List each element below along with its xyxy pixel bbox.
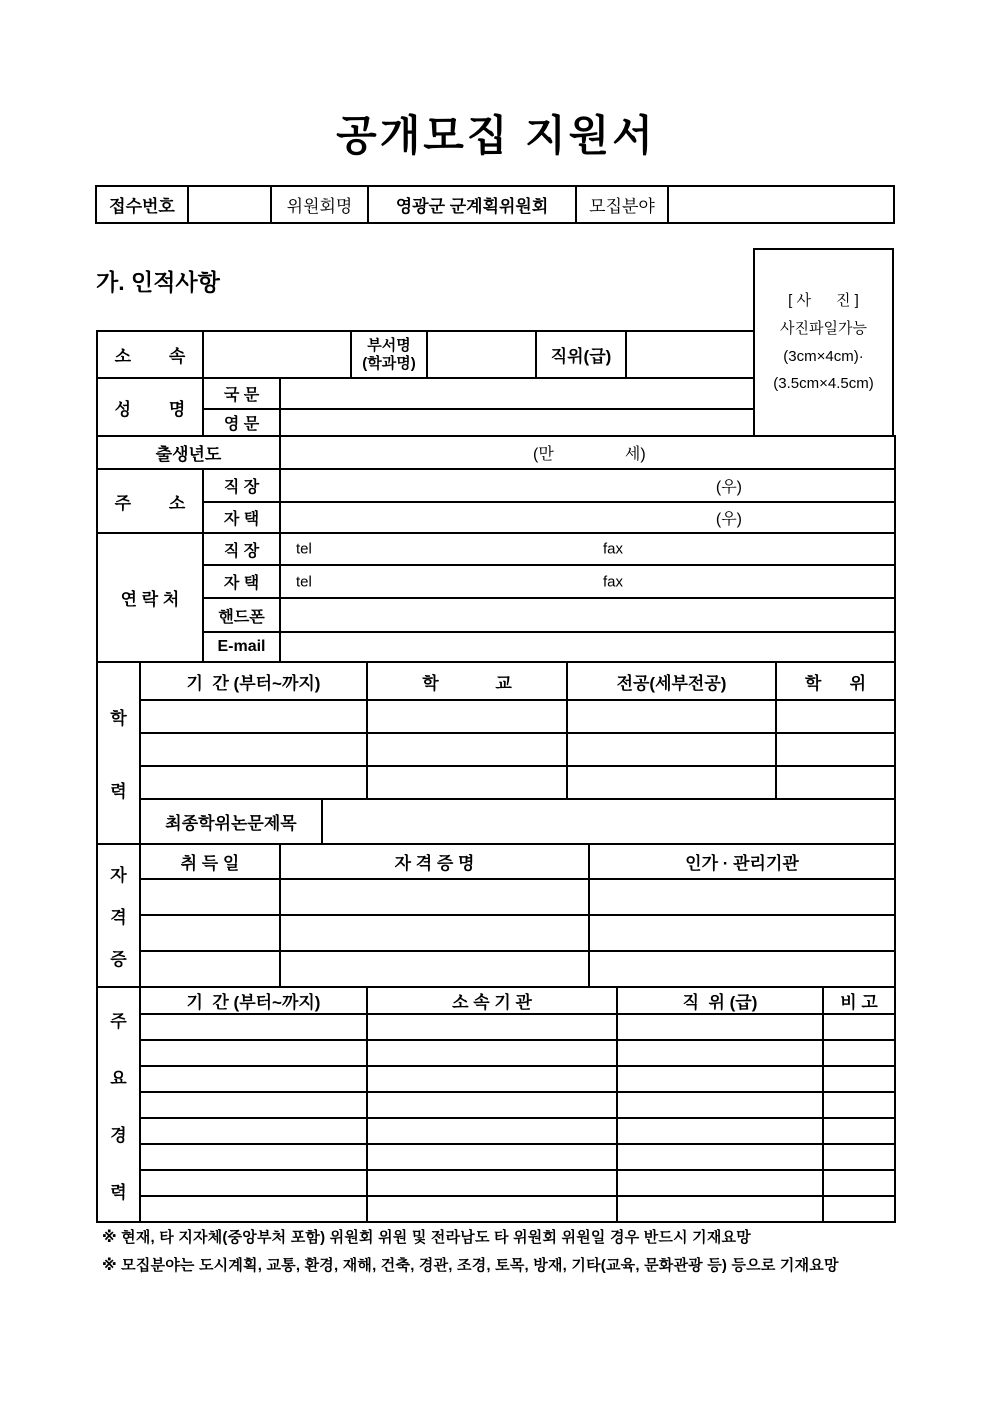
english-name-value-cell bbox=[280, 409, 756, 436]
certificate-org-header: 인가 · 관리기관 bbox=[589, 844, 895, 879]
mobile-row bbox=[97, 598, 895, 632]
tel-label: tel bbox=[296, 540, 312, 558]
certificate-date-cell bbox=[140, 879, 280, 915]
education-period-cell bbox=[140, 733, 367, 766]
career-note-cell bbox=[823, 1118, 895, 1144]
contact-work-value-cell bbox=[280, 533, 895, 565]
education-row bbox=[97, 766, 895, 799]
photo-file-hint: 사진파일가능 bbox=[780, 319, 867, 337]
education-degree-cell bbox=[776, 700, 895, 733]
contact-work-row bbox=[97, 533, 895, 565]
education-table bbox=[96, 661, 896, 845]
career-position-cell bbox=[617, 1014, 823, 1040]
career-note-cell bbox=[823, 1170, 895, 1196]
recruit-field-label: 모집분야 bbox=[576, 186, 668, 223]
certificate-date-cell bbox=[140, 915, 280, 951]
footer-notes bbox=[102, 1230, 962, 1286]
career-row bbox=[97, 1144, 895, 1170]
address-work-value-cell: (우) bbox=[280, 469, 895, 502]
certificate-org-cell bbox=[589, 951, 895, 987]
education-school-header: 학 교 bbox=[367, 662, 567, 700]
career-row bbox=[97, 1040, 895, 1066]
career-period-cell bbox=[140, 1144, 367, 1170]
career-org-cell bbox=[367, 1014, 617, 1040]
thesis-label: 최종학위논문제목 bbox=[140, 799, 322, 844]
address-home-value-cell: (우) bbox=[280, 502, 895, 533]
career-org-cell bbox=[367, 1170, 617, 1196]
career-note-header: 비 고 bbox=[823, 987, 895, 1014]
header-info-table bbox=[95, 185, 895, 224]
certificate-table bbox=[96, 843, 896, 988]
photo-size-hint-2: (3.5cm×4.5cm) bbox=[773, 375, 874, 393]
certificate-name-cell bbox=[280, 879, 589, 915]
education-school-cell bbox=[367, 700, 567, 733]
contact-home-value-cell bbox=[280, 565, 895, 598]
career-position-cell bbox=[617, 1092, 823, 1118]
label-char: 격 bbox=[110, 908, 127, 927]
mobile-value-cell bbox=[280, 598, 895, 632]
certificate-name-cell bbox=[280, 951, 589, 987]
education-period-header: 기 간 (부터~까지) bbox=[140, 662, 367, 700]
education-major-header: 전공(세부전공) bbox=[567, 662, 776, 700]
photo-size-hint-1: (3cm×4cm)· bbox=[783, 347, 864, 365]
career-period-header: 기 간 (부터~까지) bbox=[140, 987, 367, 1014]
label-char: 주 bbox=[110, 1011, 127, 1031]
page-title: 공개모집 지원서 bbox=[336, 112, 656, 159]
committee-name-label: 위원회명 bbox=[271, 186, 368, 223]
education-period-cell bbox=[140, 766, 367, 799]
career-row bbox=[97, 1092, 895, 1118]
certificate-org-cell bbox=[589, 879, 895, 915]
career-org-cell bbox=[367, 1196, 617, 1222]
korean-name-value-cell bbox=[280, 378, 756, 409]
certificate-row bbox=[97, 915, 895, 951]
address-label: 주 소 bbox=[97, 469, 203, 533]
career-position-cell bbox=[617, 1170, 823, 1196]
career-period-cell bbox=[140, 1040, 367, 1066]
fax-label: fax bbox=[603, 573, 624, 590]
career-period-cell bbox=[140, 1066, 367, 1092]
photo-placeholder-box bbox=[753, 248, 894, 437]
certificate-row bbox=[97, 879, 895, 915]
certificate-row bbox=[97, 951, 895, 987]
education-period-cell bbox=[140, 700, 367, 733]
career-period-cell bbox=[140, 1092, 367, 1118]
certificate-name-cell bbox=[280, 915, 589, 951]
committee-name-value: 영광군 군계획위원회 bbox=[368, 186, 576, 223]
education-major-cell bbox=[567, 700, 776, 733]
career-org-cell bbox=[367, 1092, 617, 1118]
receipt-no-value-cell bbox=[188, 186, 271, 223]
thesis-value-cell bbox=[322, 799, 895, 844]
label-char: 력 bbox=[110, 782, 127, 801]
career-note-cell bbox=[823, 1144, 895, 1170]
career-row bbox=[97, 1118, 895, 1144]
career-row bbox=[97, 1196, 895, 1222]
address-home-row bbox=[97, 502, 895, 533]
label-char: 경 bbox=[110, 1125, 127, 1145]
career-position-cell bbox=[617, 1196, 823, 1222]
career-note-cell bbox=[823, 1066, 895, 1092]
career-vertical-label bbox=[97, 987, 140, 1222]
career-row bbox=[97, 1066, 895, 1092]
dept-label-line2: (학과명) bbox=[362, 354, 416, 372]
education-row bbox=[97, 733, 895, 766]
contact-home-label: 자 택 bbox=[203, 565, 280, 598]
career-note-cell bbox=[823, 1092, 895, 1118]
mobile-label: 핸드폰 bbox=[203, 598, 280, 632]
career-position-cell bbox=[617, 1066, 823, 1092]
birth-year-row bbox=[97, 436, 895, 469]
education-school-cell bbox=[367, 766, 567, 799]
address-work-label: 직 장 bbox=[203, 469, 280, 502]
education-major-cell bbox=[567, 733, 776, 766]
career-position-cell bbox=[617, 1040, 823, 1066]
career-period-cell bbox=[140, 1014, 367, 1040]
career-note-cell bbox=[823, 1196, 895, 1222]
contact-home-row bbox=[97, 565, 895, 598]
dept-label bbox=[351, 331, 427, 378]
career-org-cell bbox=[367, 1144, 617, 1170]
career-row bbox=[97, 1014, 895, 1040]
position-value-cell bbox=[626, 331, 756, 378]
label-char: 학 bbox=[110, 709, 127, 728]
education-major-cell bbox=[567, 766, 776, 799]
affiliation-value-cell bbox=[203, 331, 351, 378]
label-char: 증 bbox=[110, 950, 127, 969]
certificate-date-header: 취 득 일 bbox=[140, 844, 280, 879]
receipt-no-label: 접수번호 bbox=[96, 186, 188, 223]
note-line: ※ 모집분야는 도시계획, 교통, 환경, 재해, 건축, 경관, 조경, 토목, 방재, 기타(교육, 문화관광 등) 등으로 기재요망 bbox=[102, 1257, 839, 1274]
thesis-row bbox=[97, 799, 895, 844]
education-row bbox=[97, 700, 895, 733]
career-note-cell bbox=[823, 1014, 895, 1040]
affiliation-label: 소 속 bbox=[97, 331, 203, 378]
contact-label: 연 락 처 bbox=[97, 533, 203, 662]
career-row bbox=[97, 1170, 895, 1196]
contact-work-label: 직 장 bbox=[203, 533, 280, 565]
certificate-name-header: 자 격 증 명 bbox=[280, 844, 589, 879]
education-degree-cell bbox=[776, 733, 895, 766]
birth-year-value-cell: (만 세) bbox=[280, 436, 895, 469]
education-degree-header: 학 위 bbox=[776, 662, 895, 700]
address-work-row bbox=[97, 469, 895, 502]
dept-label-line1: 부서명 bbox=[367, 336, 411, 354]
email-value-cell bbox=[280, 632, 895, 662]
career-position-header: 직 위 (급) bbox=[617, 987, 823, 1014]
education-header-row bbox=[97, 662, 895, 700]
email-row bbox=[97, 632, 895, 662]
career-org-cell bbox=[367, 1066, 617, 1092]
fax-label: fax bbox=[603, 540, 624, 558]
career-period-cell bbox=[140, 1170, 367, 1196]
email-label: E-mail bbox=[203, 632, 280, 662]
personal-info-form bbox=[96, 292, 896, 1223]
tel-label: tel bbox=[296, 573, 312, 590]
recruit-field-value-cell bbox=[668, 186, 894, 223]
certificate-header-row bbox=[97, 844, 895, 879]
career-org-header: 소 속 기 관 bbox=[367, 987, 617, 1014]
address-home-label: 자 택 bbox=[203, 502, 280, 533]
certificate-vertical-label bbox=[97, 844, 140, 987]
section-heading-personal: 가. 인적사항 bbox=[96, 269, 220, 295]
note-line: ※ 현재, 타 지자체(중앙부처 포함) 위원회 위원 및 전라남도 타 위원회 위원일 경우 반드시 기재요망 bbox=[102, 1229, 751, 1246]
dept-value-cell bbox=[427, 331, 536, 378]
career-note-cell bbox=[823, 1040, 895, 1066]
career-org-cell bbox=[367, 1118, 617, 1144]
label-char: 자 bbox=[110, 866, 127, 885]
label-char: 력 bbox=[110, 1182, 127, 1202]
career-org-cell bbox=[367, 1040, 617, 1066]
position-label: 직위(급) bbox=[536, 331, 626, 378]
name-label: 성 명 bbox=[97, 378, 203, 436]
career-period-cell bbox=[140, 1118, 367, 1144]
birth-year-label: 출생년도 bbox=[97, 436, 280, 469]
career-position-cell bbox=[617, 1118, 823, 1144]
education-vertical-label bbox=[97, 662, 140, 844]
korean-name-label: 국 문 bbox=[203, 378, 280, 409]
photo-label: [ 사 진 ] bbox=[788, 292, 859, 309]
certificate-org-cell bbox=[589, 915, 895, 951]
certificate-date-cell bbox=[140, 951, 280, 987]
career-position-cell bbox=[617, 1144, 823, 1170]
career-table bbox=[96, 986, 896, 1223]
label-char: 요 bbox=[110, 1068, 127, 1088]
education-school-cell bbox=[367, 733, 567, 766]
education-degree-cell bbox=[776, 766, 895, 799]
english-name-label: 영 문 bbox=[203, 409, 280, 436]
career-period-cell bbox=[140, 1196, 367, 1222]
career-header-row bbox=[97, 987, 895, 1014]
